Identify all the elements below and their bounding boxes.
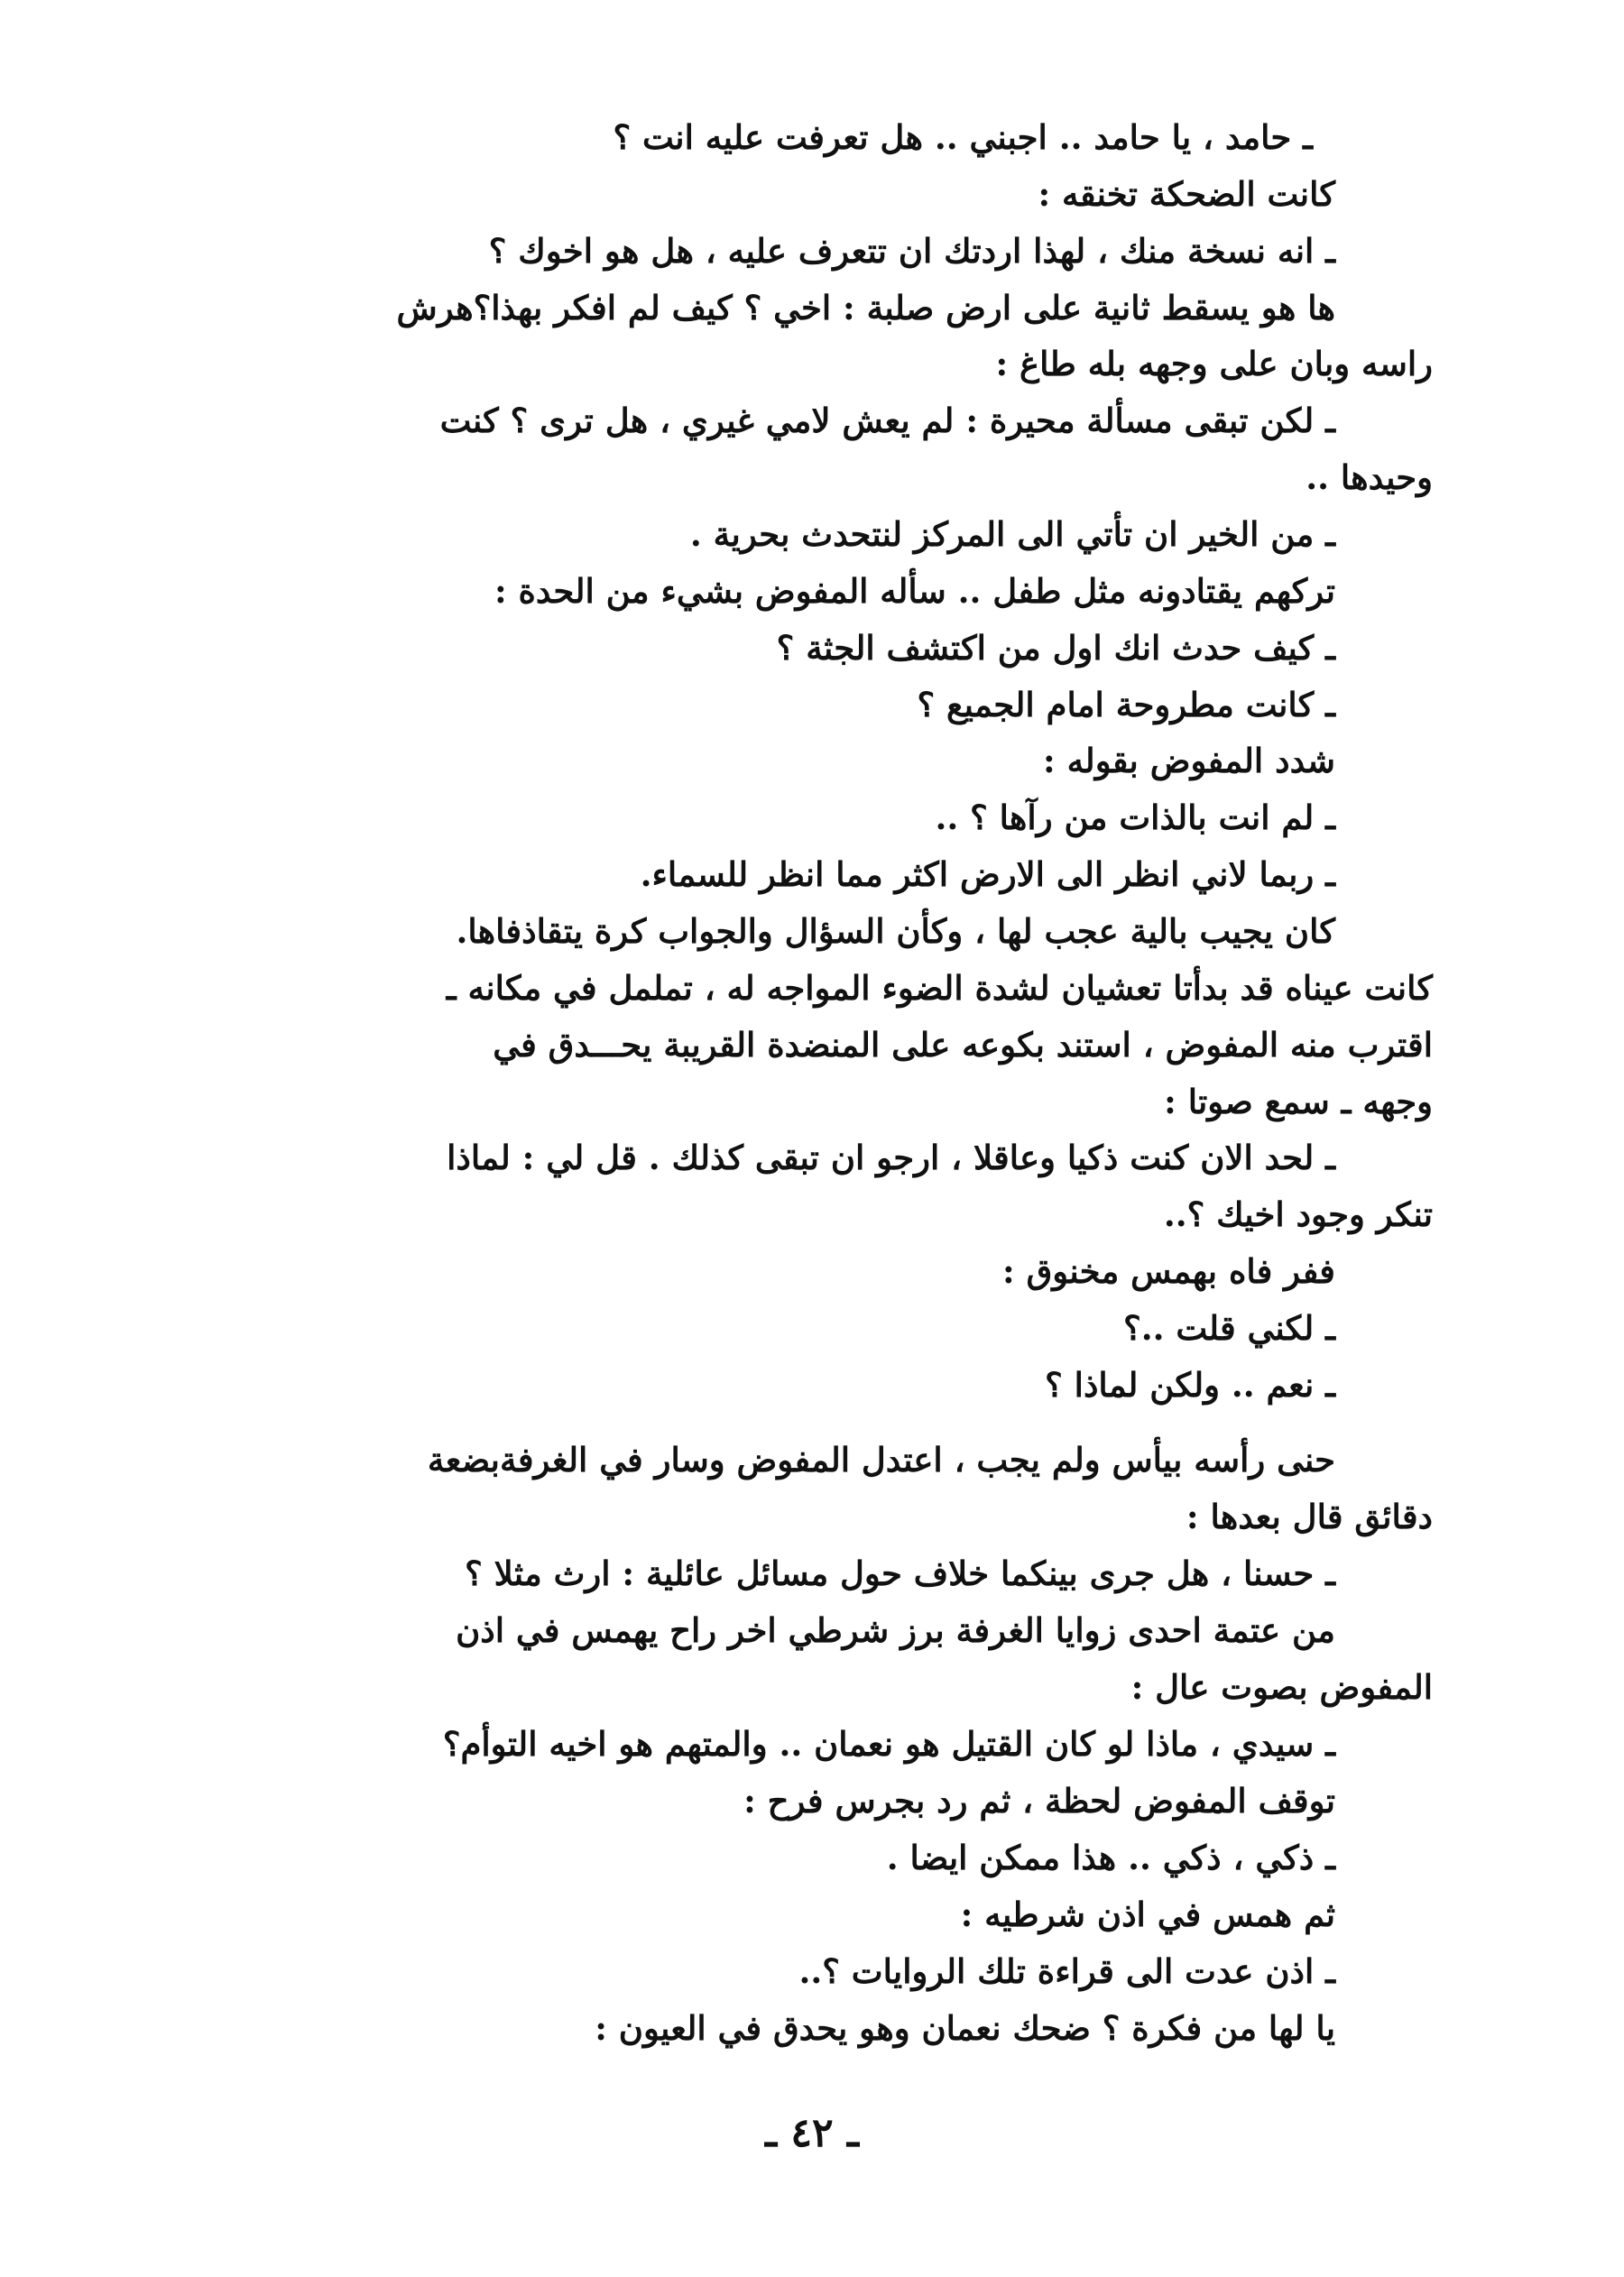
text-line: تركهم يقتادونه مثل طفل .. سأله المفوض بشيء من الحدة : bbox=[494, 571, 1335, 611]
text-line: ـ اذن عدت الى قراءة تلك الروايات ؟.. bbox=[798, 1951, 1335, 1991]
text-line: شدد المفوض بقوله : bbox=[1043, 741, 1335, 780]
text-line: توقف المفوض لحظة ، ثم رد بجرس فرح : bbox=[743, 1781, 1335, 1821]
text-line: ـ لم انت بالذات من رآها ؟ .. bbox=[935, 797, 1335, 837]
text-line: ـ لكن تبقى مسألة محيرة : لم يعش لامي غيري ، هل ترى ؟ كنت bbox=[439, 401, 1335, 440]
text-line: ـ من الخير ان تأتي الى المركز لنتحدث بحرية . bbox=[689, 514, 1335, 554]
text-line: ـ كيف حدث انك اول من اكتشف الجثة ؟ bbox=[776, 628, 1335, 668]
text-line: ـ انه نسخة منك ، لهذا اردتك ان تتعرف عليه ، هل هو اخوك ؟ bbox=[488, 231, 1335, 271]
text-line: ـ ربما لاني انظر الى الارض اكثر مما انظر للسماء. bbox=[640, 854, 1335, 894]
text-line: دقائق قال بعدها : bbox=[1186, 1497, 1433, 1536]
text-line: ـ نعم .. ولكن لماذا ؟ bbox=[1045, 1365, 1335, 1405]
text-line: وجهه ـ سمع صوتا : bbox=[1164, 1082, 1433, 1121]
page-number: ـ ٤٢ ـ bbox=[765, 2110, 859, 2156]
text-line: ـ حسنا ، هل جرى بينكما خلاف حول مسائل عائلية : ارث مثلا ؟ bbox=[465, 1553, 1335, 1593]
text-line: ـ سيدي ، ماذا لو كان القتيل هو نعمان .. والمتهم هو اخيه التوأم؟ bbox=[442, 1724, 1335, 1764]
text-line: ففر فاه بهمس مخنوق : bbox=[1002, 1251, 1335, 1291]
text-line: تنكر وجود اخيك ؟.. bbox=[1163, 1194, 1433, 1234]
text-line: كانت الضحكة تخنقه : bbox=[1038, 174, 1335, 214]
text-line: من عتمة احدى زوايا الغرفة برز شرطي اخر راح يهمس في اذن bbox=[456, 1610, 1335, 1650]
text-line: ـ لحد الان كنت ذكيا وعاقلا ، ارجو ان تبقى كذلك . قل لي : لماذا bbox=[447, 1138, 1335, 1177]
text-line: راسه وبان على وجهه بله طاغ : bbox=[995, 344, 1433, 383]
text-line: ـ حامد ، يا حامد .. اجبني .. هل تعرفت عليه انت ؟ bbox=[613, 117, 1313, 157]
text-line: ها هو يسقط ثانية على ارض صلبة : اخي ؟ كيف لم افكر بهذا؟هرش bbox=[396, 288, 1335, 327]
text-line: ـ لكني قلت ..؟ bbox=[1123, 1308, 1335, 1348]
text-line: اقترب منه المفوض ، استند بكوعه على المنضدة القريبة يحـــدق في bbox=[493, 1025, 1433, 1065]
text-line: ـ كانت مطروحة امام الجميع ؟ bbox=[917, 685, 1335, 724]
text-line: ثم همس في اذن شرطيه : bbox=[960, 1894, 1335, 1934]
text-line: يا لها من فكرة ؟ ضحك نعمان وهو يحدق في العيون : bbox=[595, 2008, 1335, 2048]
text-line: المفوض بصوت عال : bbox=[1130, 1667, 1433, 1707]
text-line: وحيدها .. bbox=[1306, 457, 1433, 497]
text-line: كان يجيب بالية عجب لها ، وكأن السؤال والجواب كرة يتقاذفاها. bbox=[456, 911, 1335, 951]
text-line: حنى رأسه بيأس ولم يجب ، اعتدل المفوض وسار في الغرفةبضعة bbox=[427, 1440, 1335, 1480]
text-line: ـ ذكي ، ذكي .. هذا ممكن ايضا . bbox=[886, 1838, 1335, 1877]
text-line: كانت عيناه قد بدأتا تعشيان لشدة الضوء المواجه له ، تململ في مكانه ـ bbox=[446, 968, 1433, 1008]
